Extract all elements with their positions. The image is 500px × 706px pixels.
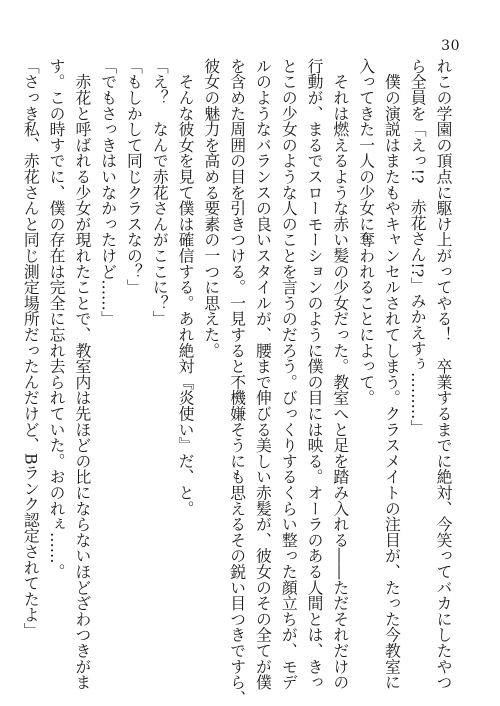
vertical-text-body — [21, 58, 456, 706]
text-line: 彼女の魅力を高める要素の一つに思えた。 — [201, 58, 221, 359]
text-line: 行動が、まるでスローモーションのように僕の目には映る。オーラのある人間とは、きっ — [305, 58, 325, 690]
text-line: ら全員を「えっ!? 赤花さん!?」みかえすぅ………」 — [408, 58, 428, 436]
text-line: 「でもさっきはいなかったけど……」 — [98, 58, 118, 327]
text-line: を含めた周囲の目を引きつける。一見すると不機嫌そうにも思えるその鋭い目つきですら、 — [227, 58, 247, 706]
text-line: れこの学園の頂点に駆け上がってやる！ 卒業するまでに絶対、今笑ってバカにしたやつ — [434, 58, 453, 690]
text-line: とこの少女のような人のことを言うのだろう。びっくりするくらい整った顔立ちが、モデ — [279, 58, 299, 690]
page-number: 30 — [441, 38, 460, 54]
text-line: 「さっき私、赤花さんと同じ測定場所だったんだけど、Bランク認定されてたよ」 — [21, 58, 41, 639]
text-line: 入ってきた一人の少女に奪われることによって。 — [356, 58, 376, 406]
text-line: 「え？ なんで赤花さんがここに？」 — [150, 58, 170, 327]
text-line: 赤花と呼ばれる少女が現れたことで、教室内は先ほどの比にならないほどざわつきがま — [72, 58, 92, 690]
text-line: 僕の演説はまたもやキャンセルされてしまう。クラスメイトの注目が、たった今教室に — [382, 58, 402, 690]
text-line: そんな彼女を見て僕は確信する。あれ絶対『炎使い』だ、と。 — [176, 58, 196, 517]
text-line: 「もしかして同じクラスなの？」 — [124, 58, 144, 295]
text-line: す。この時すでに、僕の存在は完全に忘れ去られていた。おのれぇ……。 — [47, 58, 67, 580]
text-line: それは燃えるような赤い髪の少女だった。教室へと足を踏み入れる――ただそれだけの — [330, 58, 350, 690]
text-line: ルのようなバランスの良いスタイルが、腰まで伸びる美しい赤髪が、彼女のその全てが僕 — [253, 58, 273, 690]
